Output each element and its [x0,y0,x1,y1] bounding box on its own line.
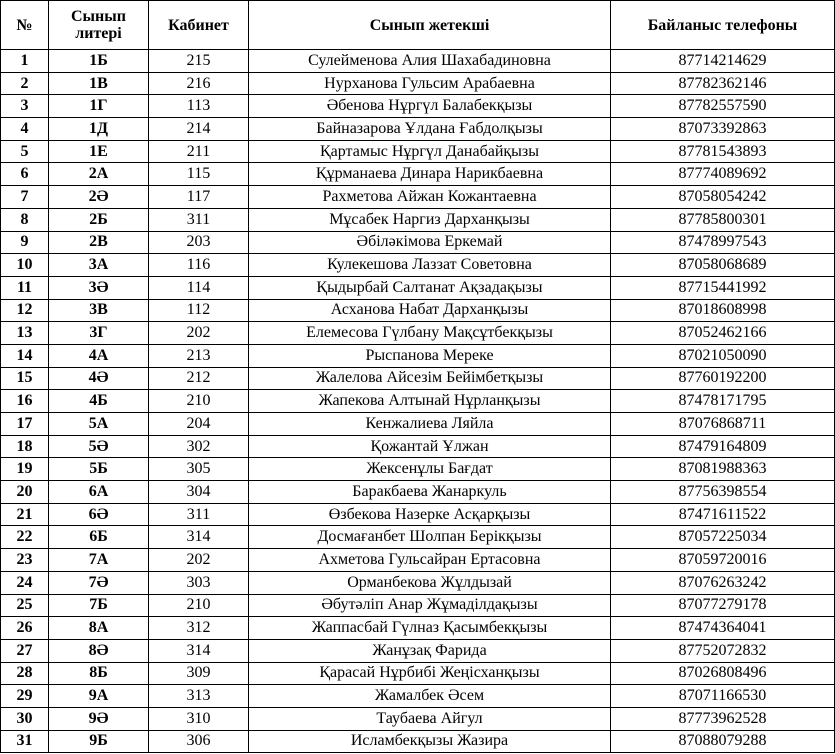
row-number: 4 [1,118,49,141]
class-literal: 8А [49,617,149,640]
teacher-name: Жанұзақ Фарида [249,639,611,662]
teacher-name: Жапекова Алтынай Нұрланқызы [249,390,611,413]
phone-number: 87076263242 [611,571,835,594]
table-row [1,231,835,254]
phone-number: 87760192200 [611,367,835,390]
cabinet-number: 211 [149,140,249,163]
header-num: № [1,1,49,50]
teacher-name: Асханова Набат Дарханқызы [249,299,611,322]
table-row [1,367,835,390]
table-row [1,140,835,163]
cabinet-number: 117 [149,186,249,209]
class-literal: 6Ә [49,503,149,526]
phone-number: 87781543893 [611,140,835,163]
row-number: 11 [1,276,49,299]
cabinet-number: 309 [149,662,249,685]
row-number: 31 [1,730,49,753]
row-number: 7 [1,186,49,209]
table-row [1,276,835,299]
table-row [1,163,835,186]
row-number: 18 [1,435,49,458]
row-number: 2 [1,72,49,95]
table-row [1,344,835,367]
cabinet-number: 116 [149,254,249,277]
row-number: 29 [1,685,49,708]
table-header [1,1,835,50]
row-number: 12 [1,299,49,322]
teacher-name: Мұсабек Наргиз Дарханқызы [249,208,611,231]
teacher-name: Орманбекова Жұлдызай [249,571,611,594]
row-number: 1 [1,50,49,73]
header-cabinet: Кабинет [149,1,249,50]
class-literal: 1Е [49,140,149,163]
teacher-name: Қыдырбай Салтанат Ақзадақызы [249,276,611,299]
table-row [1,435,835,458]
class-literal: 7Б [49,594,149,617]
cabinet-number: 210 [149,390,249,413]
row-number: 5 [1,140,49,163]
teacher-name: Байназарова Ұлдана Ғабдолқызы [249,118,611,141]
class-literal: 6Б [49,526,149,549]
teacher-name: Қожантай Ұлжан [249,435,611,458]
cabinet-number: 202 [149,322,249,345]
row-number: 6 [1,163,49,186]
phone-number: 87474364041 [611,617,835,640]
phone-number: 87773962528 [611,707,835,730]
teacher-name: Өзбекова Назерке Асқарқызы [249,503,611,526]
class-literal: 4А [49,344,149,367]
cabinet-number: 214 [149,118,249,141]
teacher-name: Рахметова Айжан Кожантаевна [249,186,611,209]
cabinet-number: 314 [149,639,249,662]
class-literal: 1Б [49,50,149,73]
phone-number: 87058054242 [611,186,835,209]
teacher-name: Қартамыс Нұргүл Данабайқызы [249,140,611,163]
phone-number: 87088079288 [611,730,835,753]
class-literal: 4Ә [49,367,149,390]
teacher-name: Нурханова Гульсим Арабаевна [249,72,611,95]
cabinet-number: 114 [149,276,249,299]
table-row [1,413,835,436]
class-literal: 5Ә [49,435,149,458]
cabinet-number: 304 [149,481,249,504]
row-number: 24 [1,571,49,594]
class-literal: 5Б [49,458,149,481]
table-row [1,481,835,504]
header-row [1,1,835,50]
row-number: 21 [1,503,49,526]
phone-number: 87021050090 [611,344,835,367]
row-number: 3 [1,95,49,118]
teacher-name: Жексенұлы Бағдат [249,458,611,481]
phone-number: 87479164809 [611,435,835,458]
table-row [1,730,835,753]
phone-number: 87471611522 [611,503,835,526]
row-number: 15 [1,367,49,390]
class-literal: 9Б [49,730,149,753]
table-row [1,594,835,617]
phone-number: 87782557590 [611,95,835,118]
table-row [1,208,835,231]
teacher-name: Баракбаева Жанаркуль [249,481,611,504]
phone-number: 87057225034 [611,526,835,549]
phone-number: 87782362146 [611,72,835,95]
teacher-name: Ахметова Гульсайран Ертасовна [249,549,611,572]
teacher-name: Құрманаева Динара Нарикбаевна [249,163,611,186]
cabinet-number: 314 [149,526,249,549]
class-literal: 3В [49,299,149,322]
class-literal: 1Д [49,118,149,141]
row-number: 13 [1,322,49,345]
row-number: 20 [1,481,49,504]
teacher-name: Әбенова Нұргүл Балабекқызы [249,95,611,118]
phone-number: 87071166530 [611,685,835,708]
teacher-name: Кулекешова Лаззат Советовна [249,254,611,277]
phone-number: 87478997543 [611,231,835,254]
table-row [1,50,835,73]
table-row [1,503,835,526]
row-number: 27 [1,639,49,662]
table-row [1,95,835,118]
phone-number: 87785800301 [611,208,835,231]
teacher-name: Исламбекқызы Жазира [249,730,611,753]
teacher-name: Сулейменова Алия Шахабадиновна [249,50,611,73]
table-row [1,322,835,345]
table-row [1,571,835,594]
table-row [1,72,835,95]
class-literal: 6А [49,481,149,504]
table-row [1,617,835,640]
phone-number: 87081988363 [611,458,835,481]
cabinet-number: 310 [149,707,249,730]
cabinet-number: 313 [149,685,249,708]
teacher-name: Рыспанова Мереке [249,344,611,367]
row-number: 19 [1,458,49,481]
teacher-name: Әбіләкімова Еркемай [249,231,611,254]
phone-number: 87073392863 [611,118,835,141]
phone-number: 87756398554 [611,481,835,504]
class-literal: 2Ә [49,186,149,209]
header-contact-phone: Байланыс телефоны [611,1,835,50]
cabinet-number: 203 [149,231,249,254]
cabinet-number: 305 [149,458,249,481]
cabinet-number: 302 [149,435,249,458]
row-number: 16 [1,390,49,413]
phone-number: 87715441992 [611,276,835,299]
row-number: 30 [1,707,49,730]
class-literal: 2В [49,231,149,254]
teacher-name: Досмағанбет Шолпан Берікқызы [249,526,611,549]
phone-number: 87076868711 [611,413,835,436]
row-number: 14 [1,344,49,367]
class-literal: 1В [49,72,149,95]
class-literal: 9А [49,685,149,708]
table-row [1,299,835,322]
phone-number: 87714214629 [611,50,835,73]
class-literal: 4Б [49,390,149,413]
phone-number: 87059720016 [611,549,835,572]
phone-number: 87058068689 [611,254,835,277]
phone-number: 87752072832 [611,639,835,662]
cabinet-number: 115 [149,163,249,186]
teacher-name: Жаппасбай Гүлназ Қасымбекқызы [249,617,611,640]
cabinet-number: 210 [149,594,249,617]
row-number: 22 [1,526,49,549]
header-class-teacher: Сынып жетекші [249,1,611,50]
table-row [1,549,835,572]
class-literal: 1Г [49,95,149,118]
teacher-name: Әбутәліп Анар Жұмаділдақызы [249,594,611,617]
table-row [1,685,835,708]
table-row [1,639,835,662]
table-row [1,707,835,730]
row-number: 26 [1,617,49,640]
teacher-name: Қарасай Нұрбибі Жеңісханқызы [249,662,611,685]
cabinet-number: 303 [149,571,249,594]
phone-number: 87026808496 [611,662,835,685]
cabinet-number: 215 [149,50,249,73]
teacher-name: Елемесова Гүлбану Мақсұтбекқызы [249,322,611,345]
class-literal: 2Б [49,208,149,231]
row-number: 25 [1,594,49,617]
phone-number: 87018608998 [611,299,835,322]
table-row [1,390,835,413]
cabinet-number: 204 [149,413,249,436]
class-literal: 8Ә [49,639,149,662]
table-row [1,526,835,549]
cabinet-number: 311 [149,208,249,231]
phone-number: 87774089692 [611,163,835,186]
class-literal: 7Ә [49,571,149,594]
cabinet-number: 212 [149,367,249,390]
table-row [1,458,835,481]
cabinet-number: 311 [149,503,249,526]
row-number: 8 [1,208,49,231]
row-number: 10 [1,254,49,277]
teacher-name: Жалелова Айсезім Бейімбетқызы [249,367,611,390]
cabinet-number: 216 [149,72,249,95]
row-number: 28 [1,662,49,685]
row-number: 9 [1,231,49,254]
class-literal: 8Б [49,662,149,685]
cabinet-number: 112 [149,299,249,322]
table-row [1,254,835,277]
phone-number: 87077279178 [611,594,835,617]
table-row [1,662,835,685]
teacher-name: Жамалбек Әсем [249,685,611,708]
row-number: 17 [1,413,49,436]
cabinet-number: 202 [149,549,249,572]
row-number: 23 [1,549,49,572]
header-class-literal: Сынып литері [49,1,149,50]
class-literal: 3Ә [49,276,149,299]
class-literal: 2А [49,163,149,186]
phone-number: 87478171795 [611,390,835,413]
table-row [1,186,835,209]
phone-number: 87052462166 [611,322,835,345]
cabinet-number: 312 [149,617,249,640]
table-row [1,118,835,141]
cabinet-number: 113 [149,95,249,118]
cabinet-number: 306 [149,730,249,753]
table-body [1,50,835,753]
class-literal: 3А [49,254,149,277]
cabinet-number: 213 [149,344,249,367]
teacher-name: Таубаева Айгул [249,707,611,730]
class-literal: 9Ә [49,707,149,730]
class-literal: 7А [49,549,149,572]
teacher-name: Кенжалиева Ляйла [249,413,611,436]
class-literal: 3Г [49,322,149,345]
class-literal: 5А [49,413,149,436]
